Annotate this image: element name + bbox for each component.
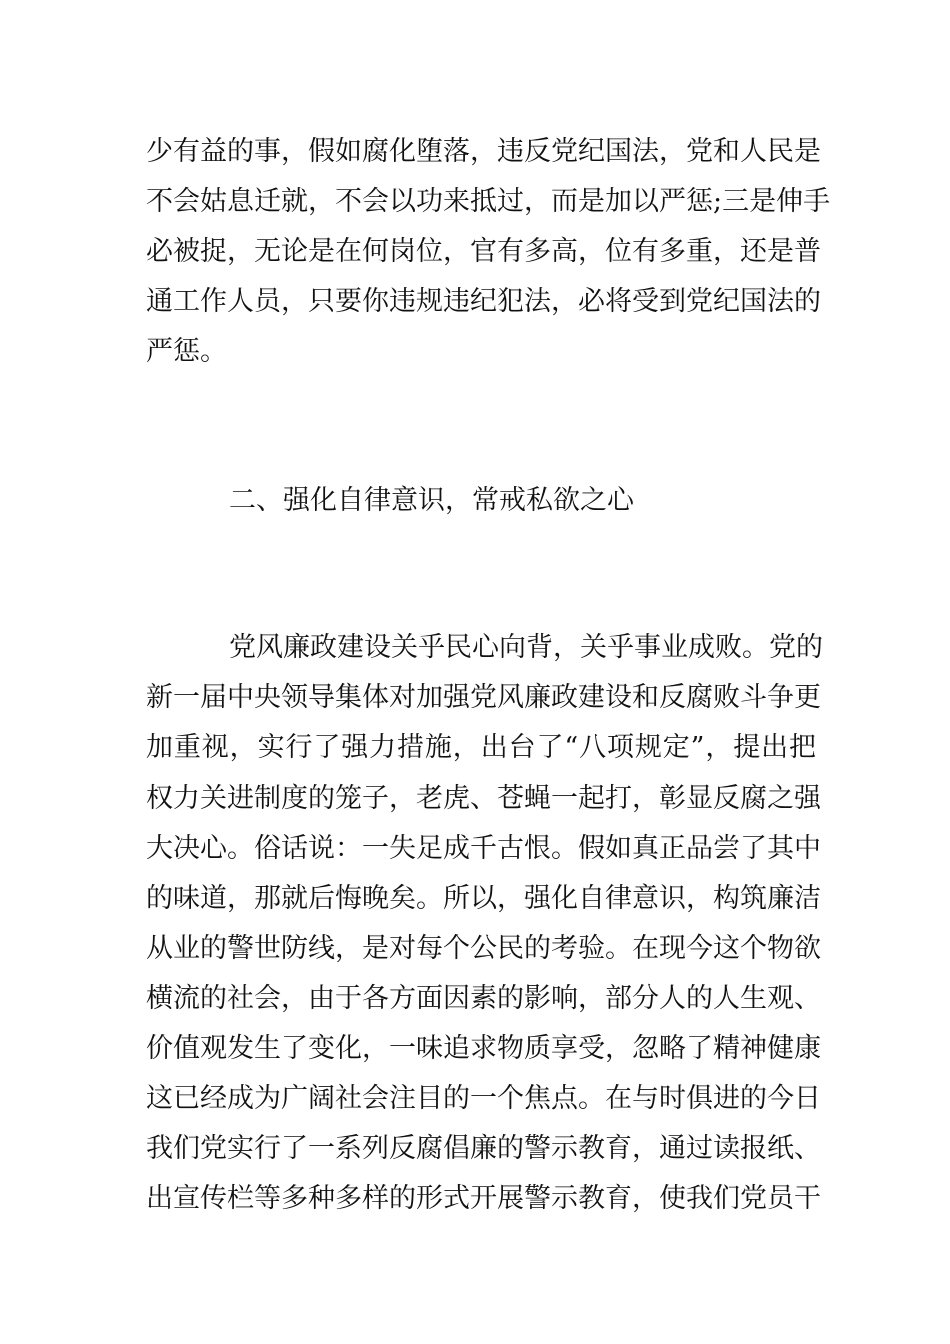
paragraph2-line: 价值观发生了变化，一味追求物质享受，忽略了精神健康 [146,1033,821,1064]
paragraph2-line: 加重视，实行了强力措施，出台了“八项规定”，提出把 [146,732,816,763]
paragraph2-line: 新一届中央领导集体对加强党风廉政建设和反腐败斗争更 [146,682,821,713]
paragraph2-line: 从业的警世防线，是对每个公民的考验。在现今这个物欲 [146,933,821,964]
paragraph1-line: 通工作人员，只要你违规违纪犯法，必将受到党纪国法的 [146,286,821,317]
paragraph1-line: 严惩。 [146,336,227,367]
paragraph1-line: 不会姑息迁就，不会以功来抵过，而是加以严惩;三是伸手 [146,186,831,217]
paragraph2-line: 权力关进制度的笼子，老虎、苍蝇一起打，彰显反腐之强 [146,783,821,814]
paragraph2-line: 的味道，那就后悔晚矣。所以，强化自律意识，构筑廉洁 [146,883,821,914]
paragraph2-line: 横流的社会，由于各方面因素的影响，部分人的人生观、 [146,983,821,1014]
paragraph2-line: 出宣传栏等多种多样的形式开展警示教育，使我们党员干 [146,1183,821,1214]
paragraph2-line: 党风廉政建设关乎民心向背，关乎事业成败。党的 [229,632,823,663]
paragraph2-line: 这已经成为广阔社会注目的一个焦点。在与时俱进的今日 [146,1083,821,1114]
paragraph1-line: 必被捉，无论是在何岗位，官有多高，位有多重，还是普 [146,236,821,267]
paragraph2-line: 大决心。俗话说：一失足成千古恨。假如真正品尝了其中 [146,833,821,864]
paragraph1-line: 少有益的事，假如腐化堕落，违反党纪国法，党和人民是 [146,136,821,167]
section-heading: 二、强化自律意识，常戒私欲之心 [229,485,634,516]
paragraph2-line: 我们党实行了一系列反腐倡廉的警示教育，通过读报纸、 [146,1133,821,1164]
